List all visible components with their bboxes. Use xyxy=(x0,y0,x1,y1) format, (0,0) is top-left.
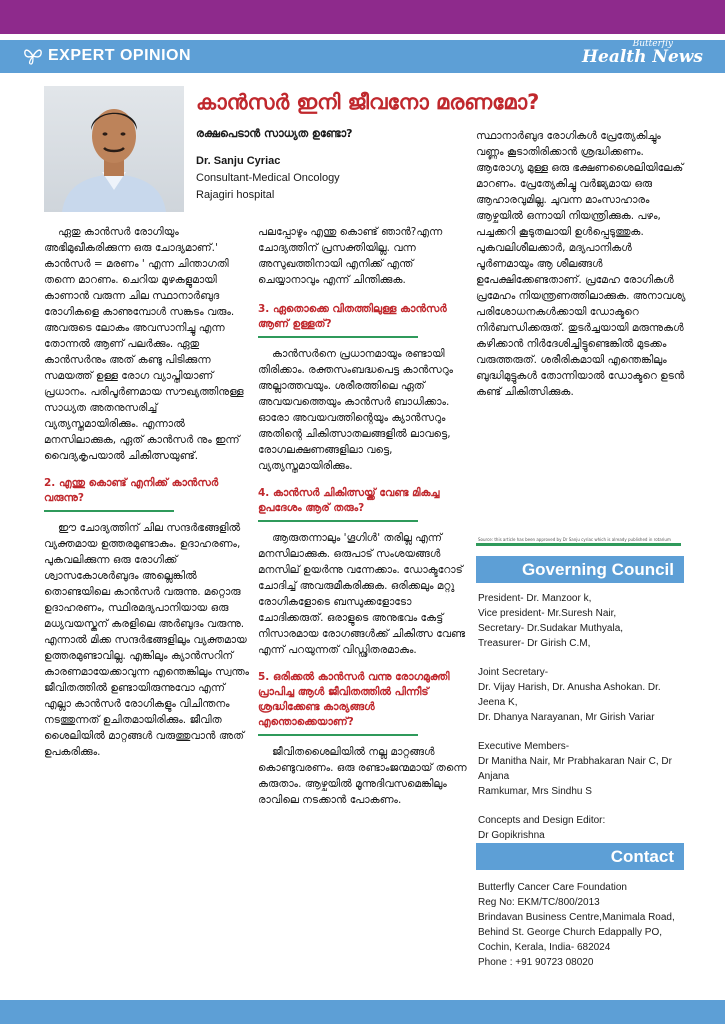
governing-council-heading: Governing Council xyxy=(476,556,684,583)
question-5-answer: ജീവിതശൈലിയിൽ നല്ല മാറ്റങ്ങൾ കൊണ്ടുവരണം. ഒരു രണ്ടാംജന്മമായ് തന്നെ കരുതാം. ആഴ്ചയിൽ മൂന്നുദിവസമെങ്കിലും രാവിലെ നടക്കാൻ പോകണം. xyxy=(258,746,467,806)
council-exec-label: Executive Members- xyxy=(478,741,570,752)
question-4: 4. കാൻസർ ചികിത്സയ്ക്ക് വേണ്ട മികച്ച ഉപദേശം ആര് തരും? xyxy=(258,487,440,514)
question-2-rule xyxy=(44,510,174,512)
question-2-answer-cont: പലപ്പോഴും എന്തു കൊണ്ട് ഞാൻ?എന്ന ചോദ്യത്തിന് പ്രസക്തിയില്ല. വന്ന അസുഖത്തിനായി എനിക്ക് എന്ത് ചെയ്യാനാവും എന്ന് ചിന്തിക്കുക. xyxy=(258,226,443,286)
contact-reg: Reg No: EKM/TC/800/2013 xyxy=(478,897,600,908)
question-3-rule xyxy=(258,336,418,338)
contact-address-2: Behind St. George Church Edappally PO, xyxy=(478,927,662,938)
council-exec-1: Dr Manitha Nair, Mr Prabhakaran Nair C, Dr Anjana xyxy=(478,756,672,782)
question-2-answer: ഈ ചോദ്യത്തിന് ചില സന്ദർഭങ്ങളിൽ വ്യക്തമായ ഉത്തരമുണ്ടാകും. ഉദാഹരണം, പുകവലിക്കുന്ന ഒരു രോഗിക്ക് ശ്വാസകോശർബുദം അല്ലെങ്കിൽ തൊണ്ടയിലെ കാൻസർ വരുന്നു. മറ്റൊരു ഉദാഹരണം, സ്ഥിരമദ്യപാനിയായ ഒരു മധ്യവയസ്കന് കരളിലെ അർബുദം വരുന്നു. എന്നാൽ മിക്ക സന്ദർഭങ്ങളിലും വ്യക്തമായ ഉത്തരമുണ്ടാവില്ല. എങ്കിലും ക്യാൻസറിന് കാരണമായേക്കാവുന്ന എന്തെങ്കിലും സ്വന്തം ജീവിതത്തിൽ ഉണ്ടായിരുന്നുവോ എന്ന് എല്ലാ കാൻസർ രോഗികളും വിചിന്തനം നടത്തുന്നത് ഉചിതമായിരിക്കും. ജീവിത ശൈലിയിൽ മാറ്റങ്ങൾ വരുത്തുവാൻ അത് ഉപകരിക്കും. xyxy=(44,522,250,758)
question-5-rule xyxy=(258,734,418,736)
council-vice-president: Vice president- Mr.Suresh Nair, xyxy=(478,608,617,619)
author-portrait-graphic xyxy=(44,86,184,212)
council-exec-2: Ramkumar, Mrs Sindhu S xyxy=(478,786,592,797)
contact-address-1: Brindavan Business Centre,Manimala Road, xyxy=(478,912,675,923)
author-photo xyxy=(44,86,184,212)
intro-paragraph: ഏതു കാൻസർ രോഗിയും അഭിമുഖീകരിക്കുന്ന ഒരു ചോദ്യമാണ്.' കാൻസർ = മരണം ' എന്ന ചിന്താഗതി തന്നെ മാറണം. ചെറിയ മുഴകളുമായി കാണാൻ വരുന്ന ചില സ്ഥാനാർബുദ രോഗികളെ കാണുമ്പോൾ സങ്കടം വരും. അവരുടെ ലോകം അവസാനിച്ചു എന്ന തോന്നൽ ആണ് പലർക്കും. ഏതു കാൻസർനും അത് കണ്ടു പിടിക്കുന്ന സമയത്ത് ഉള്ള രോഗ വ്യാപ്തിയാണ് പ്രധാനം. പരിപൂർണമായ സൗഖ്യത്തിനുള്ള സാധ്യത അതനുസരിച്ച് വ്യത്യസ്തമായിരിക്കും. എന്നാൽ മനസിലാക്കുക, ഏത് കാൻസർ നും ഇന്ന് വൈദ്യകൃപയാൽ ചികിത്സയുണ്ട്. xyxy=(44,226,244,462)
section-label: EXPERT OPINION xyxy=(48,47,192,64)
council-treasurer: Treasurer- Dr Girish C.M, xyxy=(478,638,591,649)
council-joint-secretary-1: Dr. Vijay Harish, Dr. Anusha Ashokan. Dr. Jeena K, xyxy=(478,682,661,708)
top-banner xyxy=(0,0,725,34)
footer-bar xyxy=(0,1000,725,1024)
contact-phone: Phone : +91 90723 08020 xyxy=(478,957,594,968)
brand-main: Health News xyxy=(581,47,703,67)
council-joint-secretary-2: Dr. Dhanya Narayanan, Mr Girish Variar xyxy=(478,712,655,723)
column-3 xyxy=(476,128,686,400)
author-org: Rajagiri hospital xyxy=(196,189,275,201)
council-design-editor: Dr Gopikrishna xyxy=(478,830,545,841)
council-president: President- Dr. Manzoor k, xyxy=(478,593,592,604)
author-role: Consultant-Medical Oncology xyxy=(196,172,340,184)
council-joint-secretary-label: Joint Secretary- xyxy=(478,667,549,678)
brand-top: Butterfly xyxy=(632,39,673,49)
contact-org: Butterfly Cancer Care Foundation xyxy=(478,882,627,893)
contact-heading: Contact xyxy=(476,843,684,870)
butterfly-icon xyxy=(24,46,42,66)
question-5: 5. ഒരിക്കൽ കാൻസർ വന്നു രോഗമുക്തി പ്രാപിച്ച ആൾ ജീവിതത്തിൽ പിന്നീട് ശ്രദ്ധിക്കേണ്ട കാര്യങ്ങൾ എന്തൊക്കെയാണ്? xyxy=(258,671,450,728)
article-subtitle: രക്ഷപെടാൻ സാധ്യത ഉണ്ടോ? xyxy=(196,127,353,140)
column-2 xyxy=(258,224,468,808)
contact-details xyxy=(478,880,688,970)
article-title: കാൻസർ ഇനി ജീവനോ മരണമോ? xyxy=(196,90,540,114)
author-name: Dr. Sanju Cyriac xyxy=(196,155,281,167)
brand-logo xyxy=(582,39,703,67)
column-1 xyxy=(44,224,250,760)
question-2: 2. എന്തു കൊണ്ട് എനിക്ക് കാൻസർ വരുന്നു? xyxy=(44,477,219,504)
question-3: 3. ഏതൊക്കെ വിതത്തിലുള്ള കാൻസർ ആണ് ഉള്ളത്? xyxy=(258,303,447,330)
question-4-rule xyxy=(258,520,418,522)
question-3-answer: കാൻസർനെ പ്രധാനമായും രണ്ടായി തിരിക്കാം. രക്തസംബദ്ധപെട്ട കാൻസറും അല്ലാത്തവയും. ശരീരത്തിലെ ഏത് അവയവത്തെയും കാൻസർ ബാധിക്കാം. ഓരോ അവയവത്തിന്റെയും ക്യാൻസറും അതിന്റെ ചികിത്സാതലങ്ങളിൽ ലാവട്ടെ, രോഗലക്ഷണങ്ങളിലാ വട്ടെ, വ്യത്യസ്തമായിരിക്കും. xyxy=(258,348,454,472)
author-block xyxy=(196,153,340,204)
question-4-answer: ആരുതന്നാലും 'ഗൂഗിൾ' തരില്ല എന്ന് മനസിലാക്കുക. ഒരുപാട് സംശയങ്ങൾ മനസില് ഉയർന്നു വന്നേക്കാം. ഡോക്ടറോട് ചോദിച്ച് അവരുമീകരിക്കുക. ഒരിക്കലും മറ്റു രോഗികളോടെ ബന്ധുക്കളോടോ ചോദിക്കരുത്. ഒരാളുടെ അനുഭവം കേട്ട് നിസാരമായ രോഗങ്ങൾക്ക് ചികിത്സ വേണ്ട എന്ന് പറയുന്നത് വിഡ്ഢിതരമാകും. xyxy=(258,532,466,656)
council-design-label: Concepts and Design Editor: xyxy=(478,815,606,826)
column-3-rule xyxy=(476,543,681,546)
contact-address-3: Cochin, Kerala, India- 682024 xyxy=(478,942,611,953)
source-note: Source: this article has been approved by Dr Sanju cyriac which is already published in rotarium xyxy=(478,537,671,542)
governing-council-list xyxy=(478,591,688,843)
question-5-answer-cont: സ്ഥാനാർബുദ രോഗികൾ പ്രേത്യേകിച്ചും വണ്ണം കൂടാതിരിക്കാൻ ശ്രദ്ധിക്കണം. ആരോഗ്യ മുള്ള ഒരു ഭക്ഷണശൈലിയിലേക് മാറണം. പ്രേത്യേകിച്ചു വർജ്യമായ ഒരു ആഹാരവുമില്ല. ചുവന്ന മാംസാഹാരം ആഴ്ചയിൽ ഒന്നായി നിയന്ത്രിക്കുക. പഴം, പച്ചക്കറി കൂടുതലായി ഉൾപ്പെടുത്തുക. പുകവലിശീലക്കാർ, മദ്യപാനികൾ പൂർണമായും ആ ശീലങ്ങൾ ഉപേക്ഷിക്കേണ്ടതാണ്. പ്രമേഹ രോഗികൾ പ്രമേഹം നിയന്ത്രണത്തിലാക്കുക. അനാവശ്യ പരിശോധനകൾക്കായി ഡോക്ടറെ നിർബന്ധിക്കരുത്. തുടർച്ചയായി മരുന്നുകൾ കഴിക്കാൻ നിർദേശിച്ചിട്ടുണ്ടെങ്കിൽ മുടക്കം വരുത്തരുത്. ശരീരികമായി എന്തെങ്കിലും ബുദ്ധിമുട്ടുകൾ തോന്നിയാൽ ഡോക്ടറെ ഉടൻ കണ്ട് ചികിത്സിക്കുക. xyxy=(476,130,686,398)
council-secretary: Secretary- Dr.Sudakar Muthyala, xyxy=(478,623,624,634)
